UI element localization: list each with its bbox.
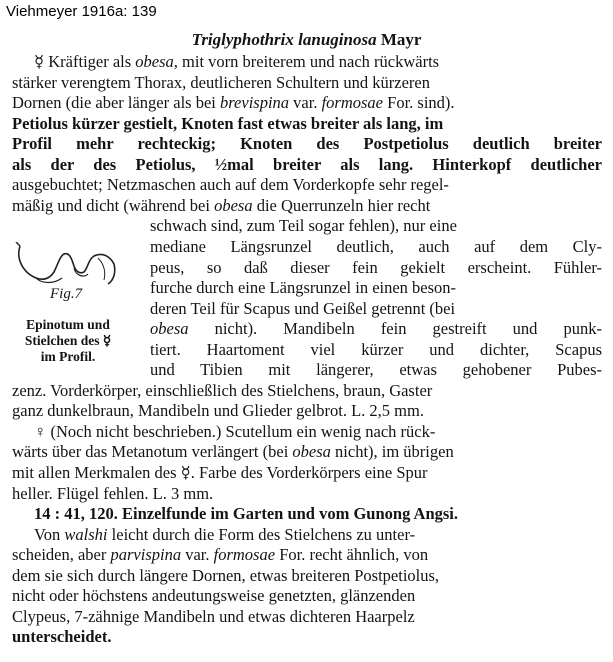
- text-line: Dornen (die aber länger als bei brevispina var. formosae For. sind).: [12, 93, 455, 113]
- species-name: Triglyphothrix lanuginosa: [191, 30, 377, 49]
- species-title: [0, 30, 613, 50]
- text-line: Clypeus, 7-zähnige Mandibeln und etwas dichteren Haarpelz: [12, 606, 415, 626]
- petiole-drawing: [14, 242, 124, 288]
- text-line: peus, so daß dieser fein gekielt erscheint. Fühler-: [150, 257, 602, 277]
- text-line: mäßig und dicht (während bei obesa die Querrunzeln hier recht: [12, 195, 431, 215]
- species-author: Mayr: [380, 30, 422, 49]
- text-line: zenz. Vorderkörper, einschließlich des Stielchens, braun, Gaster: [12, 380, 433, 400]
- text-line: mediane Längsrunzel deutlich, auch auf dem Cly-: [150, 236, 602, 256]
- text-line: Petiolus kürzer gestielt, Knoten fast etwas breiter als lang, im: [12, 113, 444, 133]
- reference-header: Viehmeyer 1916a: 139: [6, 3, 157, 20]
- text-line: ♀ (Noch nicht beschrieben.) Scutellum ein wenig nach rück-: [34, 421, 436, 441]
- text-line: ausgebuchtet; Netzmaschen auch auf dem Vorderkopfe sehr regel-: [12, 175, 449, 195]
- text-line: wärts über das Metanotum verlängert (bei obesa nicht), im übrigen: [12, 442, 454, 462]
- text-line: scheiden, aber parvispina var. formosae For. recht ähnlich, von: [12, 545, 429, 565]
- text-line: ganz dunkelbraun, Mandibeln und Glieder gelbrot. L. 2,5 mm.: [12, 401, 424, 421]
- text-line: unterscheidet.: [12, 627, 112, 647]
- figure-caption: [4, 317, 132, 365]
- text-line: tiert. Haartoment viel kürzer und dichter, Scapus: [150, 339, 602, 359]
- text-line: mit allen Merkmalen des ☿. Farbe des Vorderkörpers eine Spur: [12, 463, 428, 482]
- text-line: furche durch eine Längsrunzel in einen beson-: [150, 278, 457, 298]
- text-line: Profil mehr rechteckig; Knoten des Postpetiolus deutlich breiter: [12, 134, 602, 154]
- text-line: nicht oder höchstens andeutungsweise genetzten, glänzenden: [12, 586, 416, 606]
- text-line: als der des Petiolus, ½mal breiter als lang. Hinterkopf deutlicher: [12, 154, 602, 174]
- caption-line: Stielchen des ☿: [24, 333, 112, 348]
- text-line: und Tibien mit längerer, etwas gehobener Pubes-: [150, 360, 602, 380]
- text-line: heller. Flügel fehlen. L. 3 mm.: [12, 483, 214, 503]
- caption-line: im Profil.: [40, 349, 96, 364]
- text-line: ☿ Kräftiger als obesa, mit vorn breiterem und nach rückwärts: [34, 52, 440, 71]
- text-line: 14 : 41, 120. Einzelfunde im Garten und vom Gunong Angsi.: [34, 504, 459, 524]
- text-line: obesa nicht). Mandibeln fein gestreift und punk-: [150, 319, 602, 339]
- text-line: stärker verengtem Thorax, deutlicheren Schultern und kürzeren: [12, 72, 430, 92]
- text-line: Von walshi leicht durch die Form des Stielchens zu unter-: [34, 524, 416, 544]
- text-line: dem sie sich durch längere Dornen, etwas breiteren Postpetiolus,: [12, 565, 440, 585]
- caption-line: Epinotum und: [26, 317, 110, 332]
- text-line: deren Teil für Scapus und Geißel getrennt (bei: [150, 298, 456, 318]
- figure-label: Fig.7: [50, 286, 83, 302]
- text-line: schwach sind, zum Teil sogar fehlen), nur eine: [150, 216, 457, 236]
